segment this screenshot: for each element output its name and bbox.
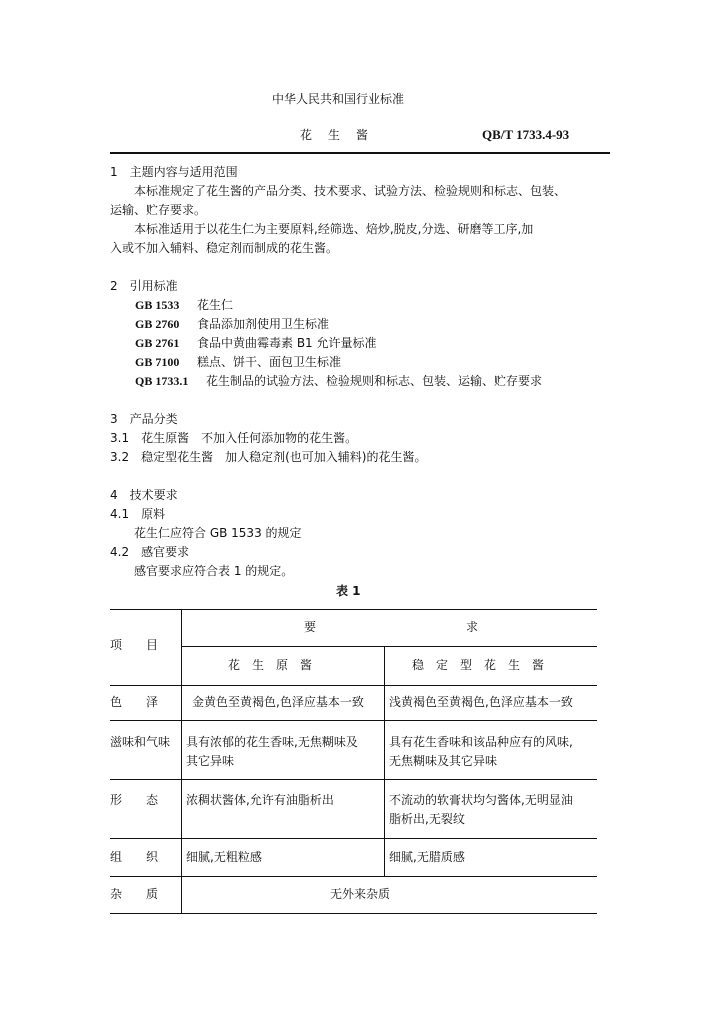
- cell-plain-texture: 细腻,无粗粒感: [186, 850, 262, 864]
- cell-stabilized-form-line1: 不流动的软膏状均匀酱体,无明显油: [389, 793, 573, 807]
- section-1-heading: 1 主题内容与适用范围: [110, 165, 238, 179]
- col-header-stabilized-peanut-butter: 稳 定 型 花 生 酱: [412, 658, 545, 672]
- section-4-2-heading: 4.2 感官要求: [110, 545, 190, 559]
- col-header-item: 项 目: [110, 638, 159, 652]
- row-label-color: 色 泽: [110, 695, 159, 709]
- ref-code: GB 2761: [135, 336, 180, 350]
- table-rule: [110, 876, 597, 877]
- ref-code: QB 1733.1: [135, 374, 189, 388]
- table-caption: 表 1: [336, 584, 361, 598]
- section-4-2-text: 感官要求应符合表 1 的规定。: [134, 564, 294, 578]
- cell-stabilized-texture: 细腻,无腊质感: [389, 850, 465, 864]
- section-1-para-1-cont: 运输、贮存要求。: [110, 203, 207, 217]
- table-divider: [384, 646, 385, 876]
- org-title: 中华人民共和国行业标准: [272, 92, 405, 106]
- table-rule: [110, 685, 597, 686]
- section-3-heading: 3 产品分类: [110, 412, 178, 426]
- section-1-para-2-cont: 入或不加入辅料、稳定剂而制成的花生酱。: [110, 241, 339, 255]
- ref-code: GB 2760: [135, 317, 180, 331]
- doc-title: 花 生 酱: [300, 128, 371, 142]
- ref-title: 糕点、饼干、面包卫生标准: [197, 355, 342, 369]
- header-rule: [110, 152, 610, 154]
- col-header-requirement-left: 要: [304, 620, 317, 634]
- section-4-heading: 4 技术要求: [110, 488, 178, 502]
- row-label-impurities: 杂 质: [110, 887, 159, 901]
- row-label-form: 形 态: [110, 793, 159, 807]
- table-rule: [110, 609, 597, 610]
- cell-stabilized-taste-line1: 具有花生香味和该品种应有的风味,: [389, 735, 573, 749]
- cell-plain-color: 金黄色至黄褐色,色泽应基本一致: [192, 695, 364, 709]
- section-1-para-2: 本标准适用于以花生仁为主要原料,经筛选、焙炒,脱皮,分选、研磨等工序,加: [134, 222, 534, 236]
- row-label-texture: 组 织: [110, 850, 159, 864]
- table-rule: [110, 913, 597, 914]
- row-label-taste-smell: 滋味和气味: [110, 735, 171, 749]
- col-header-requirement-right: 求: [466, 620, 479, 634]
- col-header-plain-peanut-butter: 花 生 原 酱: [228, 658, 313, 672]
- ref-code: GB 7100: [135, 355, 180, 369]
- table-rule: [110, 779, 597, 780]
- section-4-1-text: 花生仁应符合 GB 1533 的规定: [134, 526, 302, 540]
- ref-title: 食品中黄曲霉毒素 B1 允许量标准: [197, 336, 377, 350]
- doc-number: QB/T 1733.4-93: [482, 127, 570, 142]
- cell-stabilized-form-line2: 脂析出,无裂纹: [389, 812, 465, 826]
- cell-plain-taste-line1: 具有浓郁的花生香味,无焦糊味及: [186, 735, 358, 749]
- section-1-para-1: 本标准规定了花生酱的产品分类、技术要求、试验方法、检验规则和标志、包装、: [134, 184, 567, 198]
- ref-code: GB 1533: [135, 298, 180, 312]
- table-rule: [110, 838, 597, 839]
- table-divider: [181, 609, 182, 913]
- ref-title: 花生制品的试验方法、检验规则和标志、包装、运输、贮存要求: [206, 374, 543, 388]
- cell-plain-form: 浓稠状酱体,允许有油脂析出: [186, 793, 334, 807]
- cell-stabilized-taste-line2: 无焦糊味及其它异味: [389, 754, 498, 768]
- cell-impurities-merged: 无外来杂质: [330, 887, 391, 901]
- cell-stabilized-color: 浅黄褐色至黄褐色,色泽应基本一致: [389, 695, 573, 709]
- table-rule: [110, 720, 597, 721]
- section-3-item-2: 3.2 稳定型花生酱 加人稳定剂(也可加入辅料)的花生酱。: [110, 450, 427, 464]
- ref-title: 食品添加剂使用卫生标准: [197, 317, 330, 331]
- table-rule: [182, 646, 597, 647]
- section-3-item-1: 3.1 花生原酱 不加入任何添加物的花生酱。: [110, 431, 358, 445]
- section-2-heading: 2 引用标准: [110, 279, 178, 293]
- ref-title: 花生仁: [197, 298, 234, 312]
- cell-plain-taste-line2: 其它异味: [186, 754, 235, 768]
- section-4-1-heading: 4.1 原料: [110, 507, 166, 521]
